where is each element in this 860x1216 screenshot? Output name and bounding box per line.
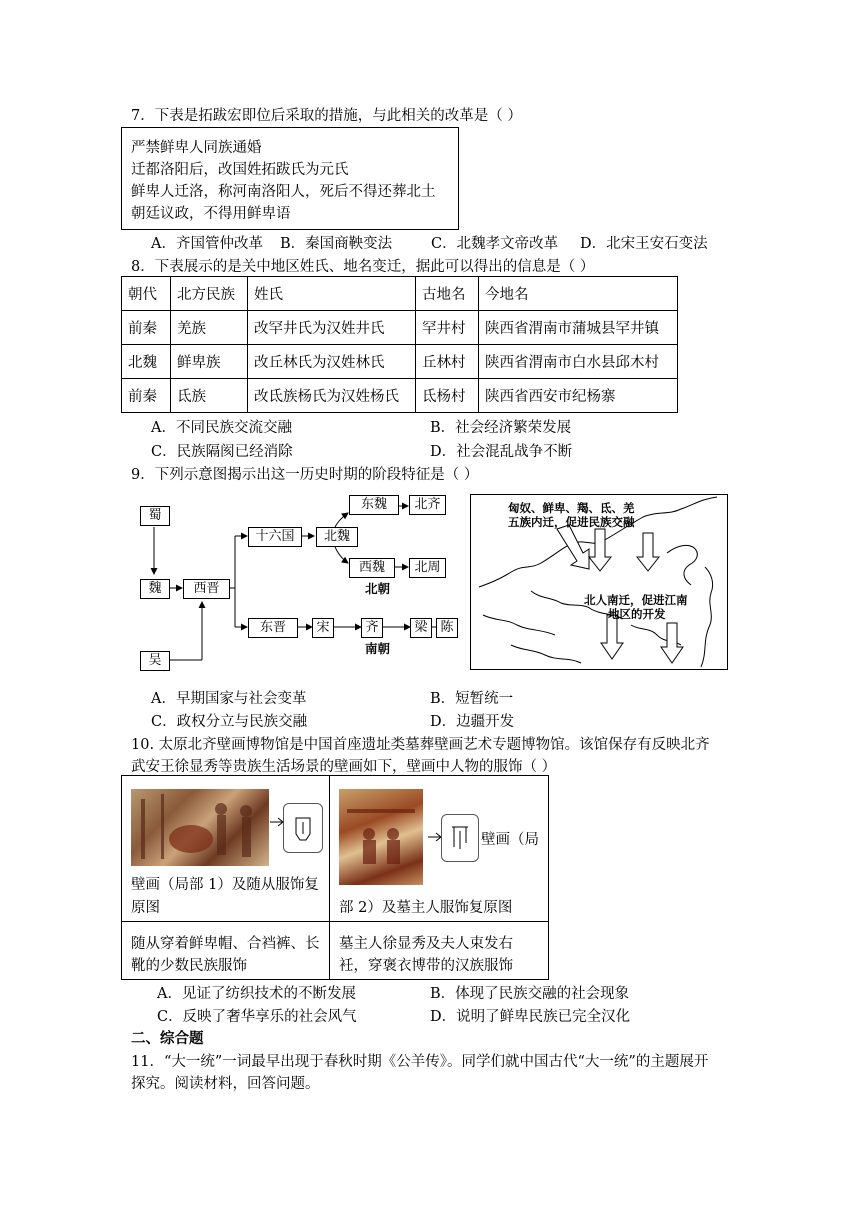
table-cell: 鲜卑族	[171, 345, 248, 379]
mural-image-1	[131, 789, 269, 866]
q9-option-b: B．短暂统一	[430, 691, 514, 707]
q9-option-d: D．边疆开发	[430, 714, 515, 730]
table-header: 朝代	[122, 277, 171, 311]
map-text-north-line2: 五族内迁，促进民族交融	[508, 515, 635, 529]
node-liang: 梁	[410, 618, 432, 638]
table-row	[122, 379, 678, 413]
table-header: 今地名	[479, 277, 678, 311]
node-qi: 齐	[361, 618, 383, 638]
cell4-line1: 墓主人徐显秀及夫人束发右	[339, 936, 513, 952]
table-cell: 北魏	[122, 345, 171, 379]
map-text-north-line1: 匈奴、鲜卑、羯、氐、羌	[508, 501, 635, 515]
q10-stem-line1: 10. 太原北齐壁画博物馆是中国首座遗址类墓葬壁画艺术专题博物馆。该馆保存有反映北齐	[131, 737, 710, 753]
cell3-line2: 靴的少数民族服饰	[131, 958, 247, 974]
q7-box	[121, 127, 459, 230]
node-dongwei: 东魏	[349, 495, 399, 515]
q8-option-b: B．社会经济繁荣发展	[430, 420, 572, 436]
mural-image-2	[339, 789, 423, 885]
table-cell: 陕西省渭南市蒲城县罕井镇	[479, 311, 678, 345]
mural-figures-1	[131, 789, 269, 866]
table-cell: 丘林村	[416, 345, 479, 379]
q7-option-c: C．北魏孝文帝改革	[431, 236, 559, 252]
node-shiliuguo: 十六国	[248, 527, 302, 547]
costume-outline-2	[441, 814, 479, 862]
q7-stem: 7．下表是拓跋宏即位后采取的措施，与此相关的改革是（ ）	[131, 108, 522, 124]
q10-option-c: C．反映了奢华享乐的社会风气	[157, 1009, 357, 1025]
table-cell: 改丘林氏为汉姓林氏	[248, 345, 416, 379]
table-cell: 前秦	[122, 311, 171, 345]
table-cell: 陕西省西安市纪杨寨	[479, 379, 678, 413]
table-header-row	[122, 277, 678, 311]
table-cell: 氐杨村	[416, 379, 479, 413]
q9-stem: 9．下列示意图揭示出这一历史时期的阶段特征是（ ）	[131, 467, 479, 483]
node-wei: 魏	[140, 579, 170, 599]
cell2-line: 部 2）及墓主人服饰复原图	[339, 900, 513, 916]
table-cell: 羌族	[171, 311, 248, 345]
q11-line2: 探究。阅读材料，回答问题。	[131, 1076, 320, 1092]
cell1-line1: 壁画（局部 1）及随从服饰复	[131, 877, 319, 893]
table-row	[122, 311, 678, 345]
table-cell: 改氐族杨氏为汉姓杨氏	[248, 379, 416, 413]
costume-outline-1	[283, 803, 323, 853]
table-header: 姓氏	[248, 277, 416, 311]
label-nanchao: 南朝	[365, 641, 391, 656]
q10-option-d: D．说明了鲜卑民族已完全汉化	[430, 1009, 631, 1025]
node-chen: 陈	[436, 618, 458, 638]
q7-box-line: 鲜卑人迁洛，称河南洛阳人，死后不得还葬北土	[131, 184, 436, 200]
node-xijin: 西晋	[183, 579, 230, 599]
label-beichao: 北朝	[365, 581, 391, 596]
q10-option-b: B．体现了民族交融的社会现象	[430, 986, 630, 1002]
node-dongjin: 东晋	[248, 618, 298, 638]
costume-drawing-1	[284, 804, 322, 852]
dynasty-flow-diagram	[132, 490, 452, 672]
node-song: 宋	[312, 618, 334, 638]
q10-table	[121, 775, 549, 980]
migration-map	[470, 494, 728, 670]
table-header: 北方民族	[171, 277, 248, 311]
q7-option-d: D．北宋王安石变法	[580, 236, 708, 252]
node-xiwei: 西魏	[349, 558, 395, 578]
cell1-line2: 原图	[131, 900, 160, 916]
cell3-line1: 随从穿着鲜卑帽、合裆裤、长	[131, 936, 320, 952]
cell4-line2: 衽，穿褒衣博带的汉族服饰	[339, 958, 513, 974]
table-cell: 罕井村	[416, 311, 479, 345]
node-wu: 吴	[140, 651, 170, 671]
q8-table	[121, 276, 678, 413]
q8-option-d: D．社会混乱战争不断	[430, 444, 573, 460]
map-text-south-line2: 地区的开发	[608, 607, 666, 621]
q8-option-a: A．不同民族交流交融	[151, 420, 292, 436]
table-cell: 改罕井氏为汉姓井氏	[248, 311, 416, 345]
q7-option-a: A．齐国管仲改革	[151, 236, 263, 252]
costume-drawing-2	[442, 815, 478, 861]
q8-option-c: C．民族隔阂已经消除	[151, 444, 293, 460]
table-row	[122, 345, 678, 379]
cell2-side: 壁画（局	[481, 832, 539, 848]
q7-box-line: 严禁鲜卑人同族通婚	[131, 140, 262, 156]
mural-figures-2	[339, 789, 423, 885]
q10-stem-line2: 武安王徐显秀等贵族生活场景的壁画如下，壁画中人物的服饰（ ）	[131, 759, 557, 775]
q8-stem: 8．下表展示的是关中地区姓氏、地名变迁，据此可以得出的信息是（ ）	[131, 259, 595, 275]
node-shu: 蜀	[140, 506, 170, 526]
map-text-south-line1: 北人南迁，促进江南	[584, 593, 688, 607]
table-cell: 陕西省渭南市白水县邱木村	[479, 345, 678, 379]
q9-option-a: A．早期国家与社会变革	[151, 691, 307, 707]
q7-box-line: 朝廷议政，不得用鲜卑语	[131, 206, 291, 222]
q7-option-b: B．秦国商鞅变法	[280, 236, 393, 252]
q7-box-line: 迁都洛阳后，改国姓拓跋氏为元氏	[131, 162, 349, 178]
q9-option-c: C．政权分立与民族交融	[151, 714, 308, 730]
node-beiqi: 北齐	[409, 495, 446, 515]
table-cell: 前秦	[122, 379, 171, 413]
table-cell: 氐族	[171, 379, 248, 413]
node-beiwei: 北魏	[316, 527, 358, 547]
node-beizhou: 北周	[409, 558, 446, 578]
q10-option-a: A．见证了纺织技术的不断发展	[157, 986, 356, 1002]
section-heading: 二、综合题	[131, 1030, 204, 1047]
q11-line1: 11．“大一统”一词最早出现于春秋时期《公羊传》。同学们就中国古代“大一统”的主题展开	[131, 1054, 709, 1070]
table-header: 古地名	[416, 277, 479, 311]
